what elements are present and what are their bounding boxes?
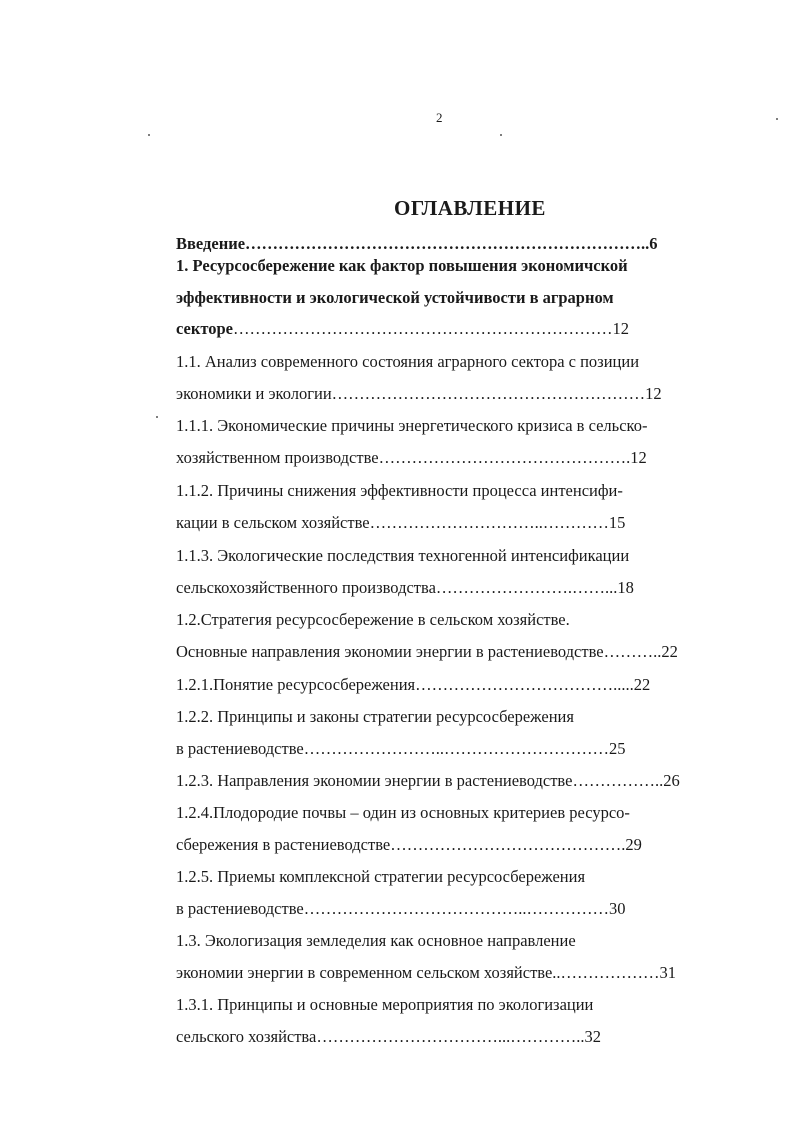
scan-speck: [148, 134, 150, 136]
toc-entry: [176, 319, 629, 339]
toc-entry: 1.2.5. Приемы комплексной стратегии ресурсосбережения: [176, 867, 586, 886]
toc-entry: Введение………………………………………………………………..6: [176, 234, 658, 253]
page-title: ОГЛАВЛЕНИЕ: [394, 196, 546, 220]
toc-entry: сельскохозяйственного производства…………………….……...18: [176, 578, 634, 597]
toc-entry: экономии энергии в современном сельском хозяйстве..………………31: [176, 963, 677, 982]
toc-entry: 1.2.1.Понятие ресурсосбережения……………………………….....22: [176, 675, 651, 694]
toc-entry: кации в сельском хозяйстве…………………………..…………15: [176, 513, 626, 532]
scan-speck: [500, 134, 502, 136]
toc-entry: 1.1. Анализ современного состояния аграрного сектора с позиции: [176, 352, 640, 371]
toc-entry: сельского хозяйства……………………………...…………..32: [176, 1027, 601, 1046]
toc-entry: 1.2.3. Направления экономии энергии в растениеводстве……………..26: [176, 771, 680, 790]
toc-entry: Основные направления экономии энергии в растениеводстве………..22: [176, 642, 678, 661]
toc-entry: 1.2.Стратегия ресурсосбережение в сельском хозяйстве.: [176, 610, 570, 629]
toc-entry: 1. Ресурсосбережение как фактор повышения экономичской: [176, 256, 628, 275]
toc-entry: в растениеводстве……………………..…………………………25: [176, 739, 626, 758]
toc-entry: в растениеводстве…………………………………..……………30: [176, 899, 626, 918]
toc-entry: 1.1.1. Экономические причины энергетического кризиса в сельско-: [176, 416, 648, 435]
scan-speck: [156, 416, 158, 418]
toc-entry: 1.2.2. Принципы и законы стратегии ресурсосбережения: [176, 707, 574, 726]
toc-entry: 1.3. Экологизация земледелия как основное направление: [176, 931, 576, 950]
toc-entry: экономики и экологии…………………………………………………12: [176, 384, 662, 403]
scan-speck: [776, 118, 778, 120]
toc-entry: 1.3.1. Принципы и основные мероприятия по экологизации: [176, 995, 594, 1014]
toc-entry: 1.1.3. Экологические последствия техногенной интенсификации: [176, 546, 630, 565]
toc-entry: 1.2.4.Плодородие почвы – один из основных критериев ресурсо-: [176, 803, 630, 822]
toc-entry: хозяйственном производстве……………………………………….12: [176, 448, 647, 467]
page-number: 2: [436, 110, 443, 125]
toc-entry: 1.1.2. Причины снижения эффективности процесса интенсифи-: [176, 481, 623, 500]
toc-entry: сбережения в растениеводстве…………………………………….29: [176, 835, 642, 854]
toc-entry-bold-part: секторе: [176, 319, 233, 338]
toc-entry-rest: ……………………………………………………………12: [233, 319, 629, 338]
toc-entry: эффективности и экологической устойчивости в аграрном: [176, 288, 614, 307]
